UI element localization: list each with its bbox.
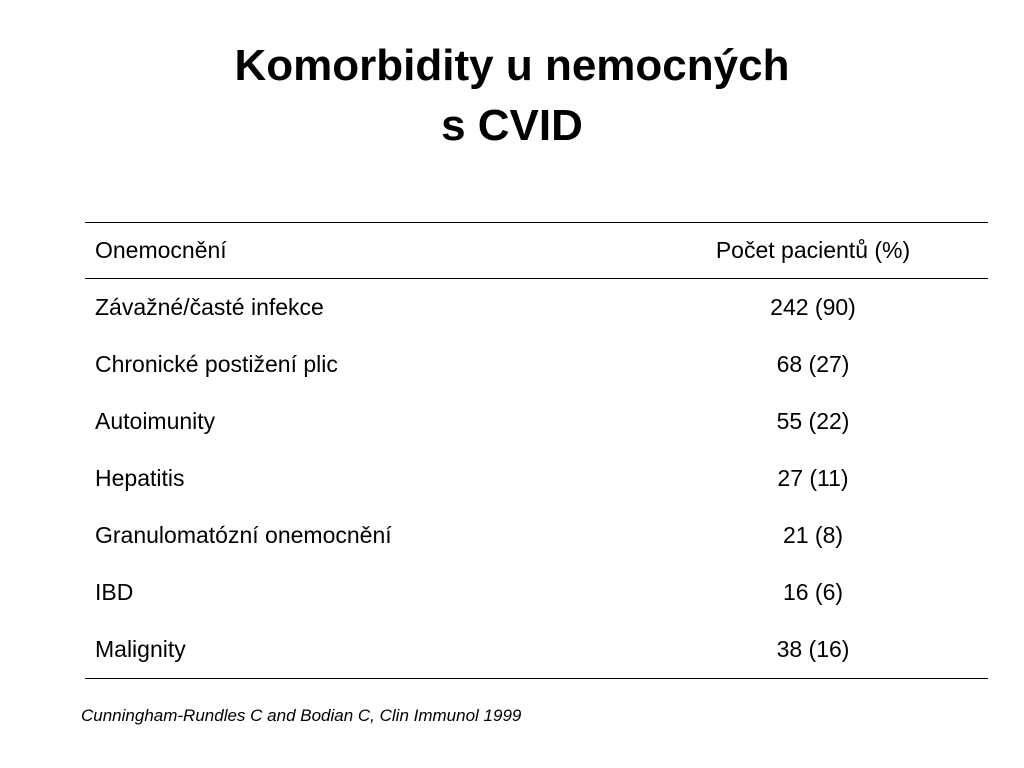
table-row [85,564,988,621]
count-cell: 38 (16) [638,621,988,679]
table-row [85,450,988,507]
table-row [85,507,988,564]
header-patient-count: Počet pacientů (%) [638,223,988,279]
citation: Cunningham-Rundles C and Bodian C, Clin Immunol 1999 [81,706,522,725]
count-cell: 21 (8) [782,522,844,548]
count-cell: 68 (27) [776,351,850,377]
count-cell: 55 (22) [776,408,850,434]
disease-cell: Autoimunity [95,408,216,434]
title-line-1: Komorbidity u nemocných [234,41,790,90]
header-disease: Onemocnění [85,223,638,279]
table-header-row [85,223,988,279]
disease-cell: Granulomatózní onemocnění [95,522,392,548]
comorbidity-table-wrapper [85,222,988,679]
table-row [85,336,988,393]
disease-cell: IBD [95,579,134,605]
count-cell: 27 (11) [777,465,849,491]
disease-cell: Hepatitis [95,465,185,491]
table-row [85,393,988,450]
disease-cell: Chronické postižení plic [95,351,338,377]
disease-cell: Malignity [85,621,638,679]
disease-cell: Závažné/časté infekce [95,294,324,320]
count-cell: 16 (6) [782,579,844,605]
title-line-2: s CVID [441,101,583,150]
count-cell: 242 (90) [770,294,856,320]
table-row [85,279,988,337]
table-row [85,621,988,679]
slide-title [0,36,1024,156]
comorbidity-table [85,222,988,679]
